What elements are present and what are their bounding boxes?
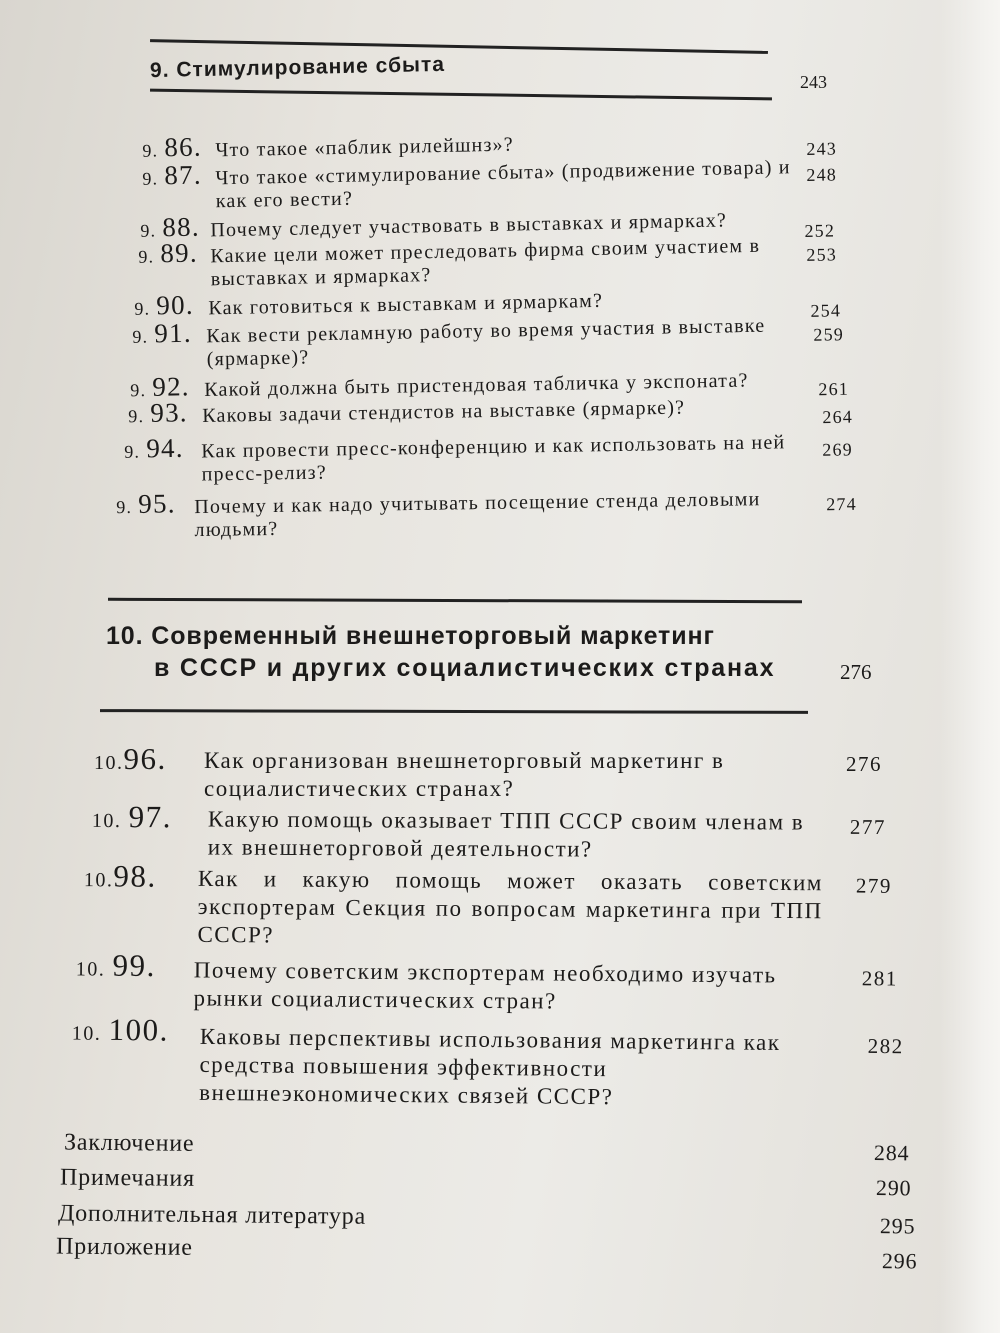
entry-text: Что такое «паблик рилейшнз»? [215, 133, 515, 162]
entry-number: 88. [162, 211, 201, 243]
entry-text: Почему советским экспортерам необходимо изучать рынки социалистических стран? [193, 957, 777, 1014]
section-10-title-line1: 10. Современный внешнеторговый маркетинг [106, 622, 715, 650]
entry-prefix: 9. [116, 496, 133, 518]
entry-page: 274 [826, 493, 858, 515]
section-10-top-rule [108, 598, 802, 603]
back-matter-page: 284 [873, 1139, 910, 1166]
entry-number: 89. [160, 237, 199, 269]
entry-prefix: 9. [142, 168, 159, 189]
entry-prefix: 10. [94, 752, 124, 774]
entry-text: Как вести рекламную работу во время участия в выставке (ярмарке)? [206, 314, 766, 371]
back-matter-label: Приложение [55, 1233, 193, 1261]
entry-page: 269 [822, 439, 854, 460]
entry-prefix: 9. [142, 140, 159, 161]
section-9-top-rule [150, 39, 768, 54]
toc-entry-94 [124, 426, 854, 486]
entry-page: 277 [849, 814, 886, 840]
back-matter-label: Дополнительная литература [57, 1200, 367, 1230]
entry-number: 99. [112, 947, 157, 984]
section-10-title-line2: в СССР и других социалистических странах [154, 654, 776, 682]
entry-prefix: 9. [140, 220, 157, 241]
entry-prefix: 9. [130, 380, 147, 401]
entry-page: 259 [813, 324, 845, 345]
entry-prefix: 10. [83, 869, 114, 892]
section-9-bottom-rule [150, 89, 772, 101]
entry-text: Как и какую помощь может оказать советским экспортерам Секция по вопросам маркетинга при ТПП СССР? [197, 865, 823, 948]
entry-prefix: 9. [138, 246, 155, 267]
entry-page: 243 [806, 138, 838, 159]
entry-text: Какие цели может преследовать фирма своим участием в выставках и ярмарках? [210, 234, 761, 291]
entry-number: 96. [123, 741, 167, 776]
entry-number: 87. [164, 159, 203, 191]
back-matter-label: Примечания [59, 1164, 196, 1192]
entry-page: 253 [806, 244, 838, 265]
section-10-bottom-rule [100, 709, 808, 714]
section-9-title: 9. Стимулирование сбыта [149, 52, 446, 83]
entry-text: Какую помощь оказывает ТПП СССР своим членам в их внешнеторговой деятельности? [207, 806, 805, 862]
entry-number: 97. [128, 799, 173, 835]
entry-page: 248 [806, 164, 838, 185]
entry-text: Почему следует участвовать в выставках и ярмарках? [210, 209, 728, 242]
entry-page: 264 [822, 406, 854, 428]
section-9-page: 243 [800, 72, 827, 92]
entry-page: 281 [861, 966, 898, 991]
entry-prefix: 10. [91, 809, 122, 833]
entry-prefix: 10. [71, 1022, 102, 1045]
toc-back-zaklyuchenie [64, 1129, 924, 1165]
entry-text: Каковы перспективы использования маркетинга как средства повышения эффективности внешнеэкономических связей СССР? [199, 1023, 781, 1110]
back-matter-page: 295 [879, 1213, 916, 1239]
entry-prefix: 10. [75, 958, 106, 981]
entry-number: 100. [108, 1011, 170, 1048]
entry-number: 90. [156, 289, 195, 321]
toc-entry-86 [142, 123, 842, 163]
toc-back-prilozhenie [55, 1233, 918, 1274]
entry-number: 86. [164, 131, 203, 163]
entry-number: 95. [138, 488, 176, 519]
toc-back-primechaniya [60, 1164, 920, 1200]
toc-entry-97 [91, 799, 902, 862]
entry-number: 92. [152, 371, 190, 402]
entry-number: 93. [150, 397, 188, 428]
entry-number: 98. [113, 858, 157, 894]
toc-back-literatura [57, 1200, 918, 1239]
entry-text: Как готовиться к выставкам и ярмаркам? [208, 289, 604, 320]
entry-number: 94. [146, 432, 184, 464]
entry-page: 282 [867, 1033, 904, 1059]
entry-text: Как провести пресс-конференцию и как использовать на ней пресс-релиз? [201, 431, 786, 486]
entry-text: Каковы задачи стендистов на выставке (ярмарке)? [202, 396, 686, 427]
entry-prefix: 9. [128, 406, 145, 427]
entry-page: 252 [804, 220, 836, 241]
back-matter-page: 290 [875, 1175, 912, 1201]
section-10-page: 276 [840, 660, 872, 684]
entry-page: 276 [846, 752, 882, 776]
entry-text: Как организован внешнеторговый маркетинг в социалистических странах? [204, 748, 725, 801]
entry-text: Что такое «стимулирование сбыта» (продвижение товара) и как его вести? [215, 156, 791, 213]
entry-text: Какой должна быть пристендовая табличка у экспоната? [204, 369, 749, 401]
entry-prefix: 9. [124, 441, 141, 462]
entry-text: Почему и как надо учитывать посещение стенда деловыми людьми? [194, 488, 761, 542]
entry-number: 91. [154, 317, 193, 349]
entry-prefix: 9. [134, 298, 151, 319]
page-edge [940, 0, 1000, 1333]
back-matter-page: 296 [881, 1248, 918, 1274]
entry-page: 279 [855, 873, 892, 898]
back-matter-label: Заключение [63, 1129, 195, 1157]
entry-prefix: 9. [132, 326, 149, 347]
entry-page: 254 [810, 300, 842, 321]
entry-page: 261 [818, 378, 850, 400]
